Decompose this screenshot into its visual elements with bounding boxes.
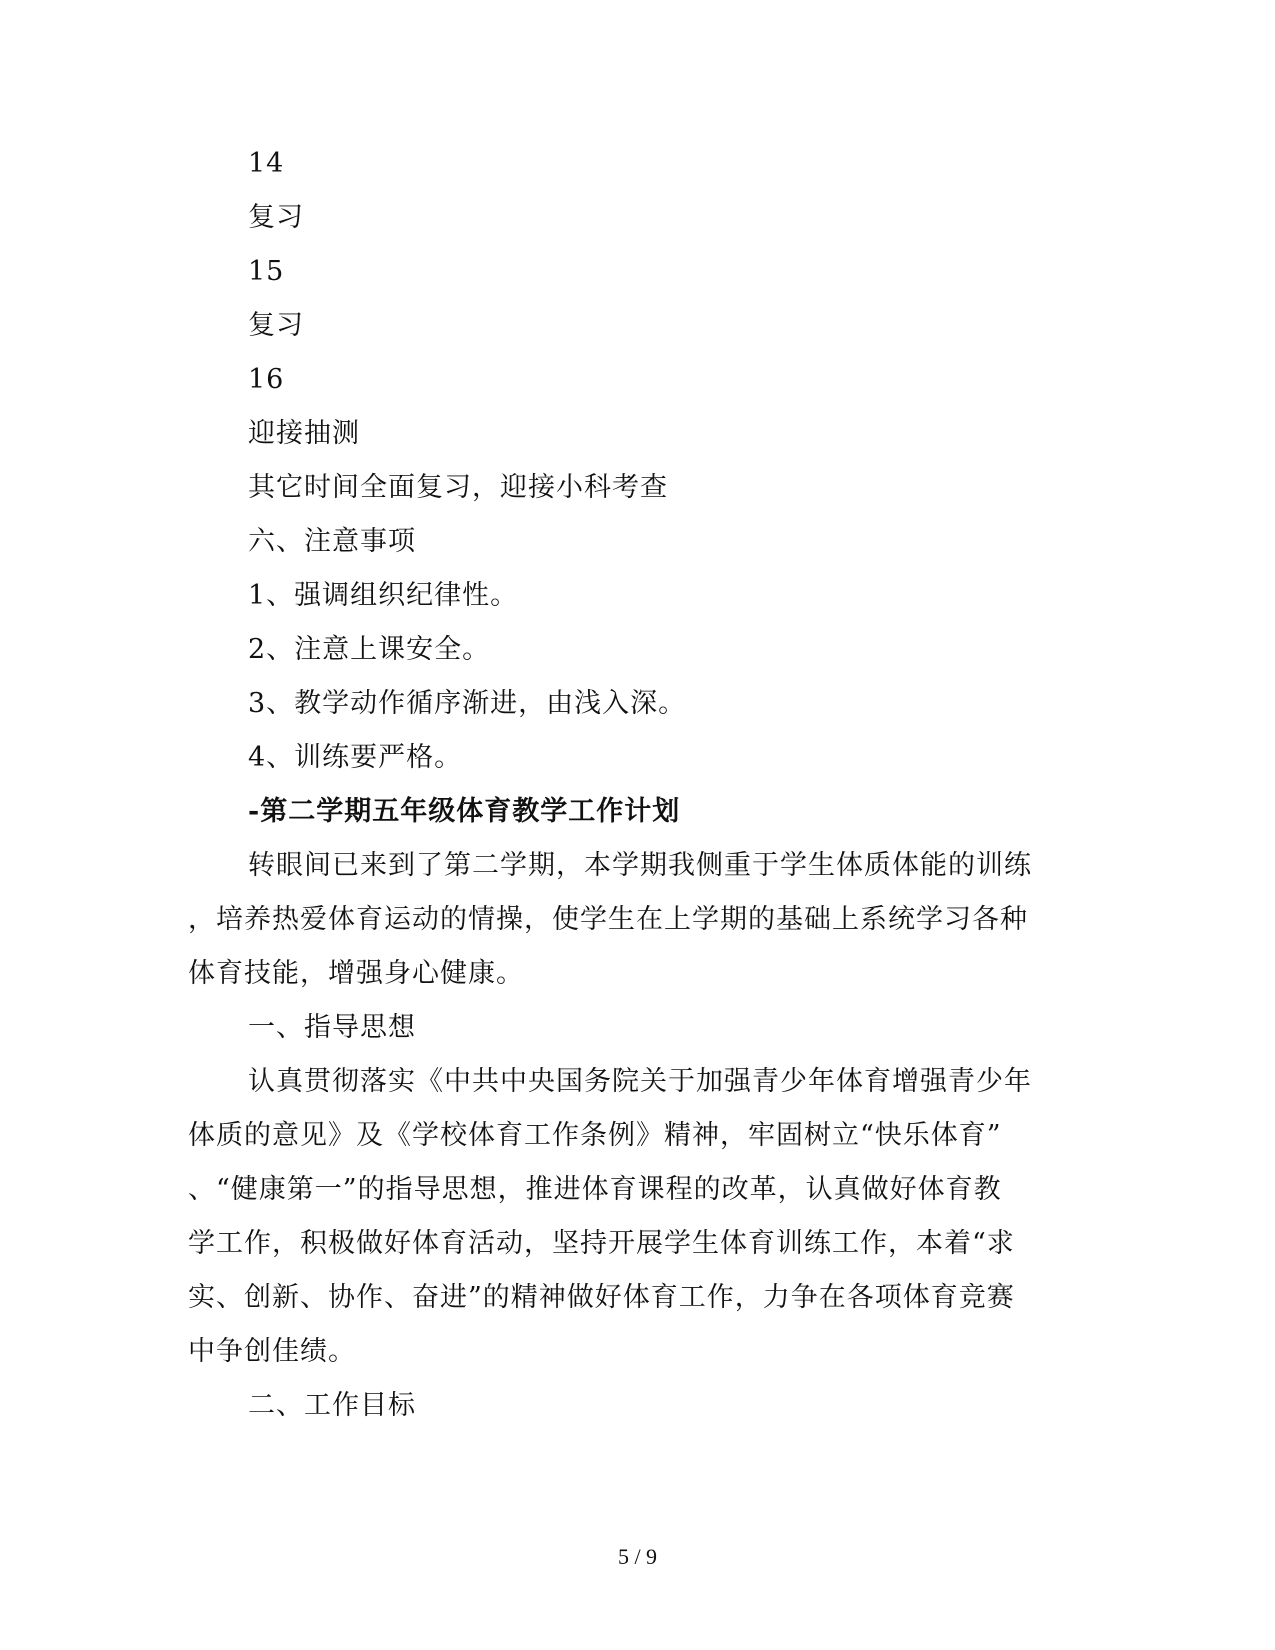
section-one-title: 一、指导思想 <box>248 1012 416 1043</box>
section-one-paragraph-line: 、“健康第一”的指导思想，推进体育课程的改革，认真做好体育教 <box>188 1174 1002 1205</box>
intro-paragraph-line: ，培养热爱体育运动的情操，使学生在上学期的基础上系统学习各种 <box>188 904 1028 935</box>
section-one-paragraph-line: 学工作，积极做好体育活动，坚持开展学生体育训练工作，本着“求 <box>188 1228 1015 1259</box>
schedule-week-content: 复习 <box>248 310 304 341</box>
section-one-paragraph-line: 中争创佳绩。 <box>188 1336 356 1367</box>
notes-section-title: 六、注意事项 <box>248 526 416 557</box>
schedule-week-number: 16 <box>248 364 285 395</box>
intro-paragraph-line: 转眼间已来到了第二学期，本学期我侧重于学生体质体能的训练 <box>248 850 1032 881</box>
schedule-week-content: 迎接抽测 <box>248 418 360 449</box>
notes-list-item: 1、强调组织纪律性。 <box>248 580 519 611</box>
section-one-paragraph-line: 认真贯彻落实《中共中央国务院关于加强青少年体育增强青少年 <box>248 1066 1032 1097</box>
section-one-paragraph-line: 体质的意见》及《学校体育工作条例》精神，牢固树立“快乐体育” <box>188 1120 1002 1151</box>
notes-list-item: 2、注意上课安全。 <box>248 634 491 665</box>
notes-list-item: 4、训练要严格。 <box>248 742 463 773</box>
schedule-note: 其它时间全面复习，迎接小科考查 <box>248 472 668 503</box>
schedule-week-number: 14 <box>248 148 285 179</box>
schedule-week-number: 15 <box>248 256 285 287</box>
section-one-paragraph-line: 实、创新、协作、奋进”的精神做好体育工作，力争在各项体育竞赛 <box>188 1282 1015 1313</box>
document-title: -第二学期五年级体育教学工作计划 <box>248 796 681 827</box>
intro-paragraph-line: 体育技能，增强身心健康。 <box>188 958 524 989</box>
section-two-title: 二、工作目标 <box>248 1390 416 1421</box>
page-number: 5 / 9 <box>617 1544 658 1569</box>
notes-list-item: 3、教学动作循序渐进，由浅入深。 <box>248 688 687 719</box>
schedule-week-content: 复习 <box>248 202 304 233</box>
